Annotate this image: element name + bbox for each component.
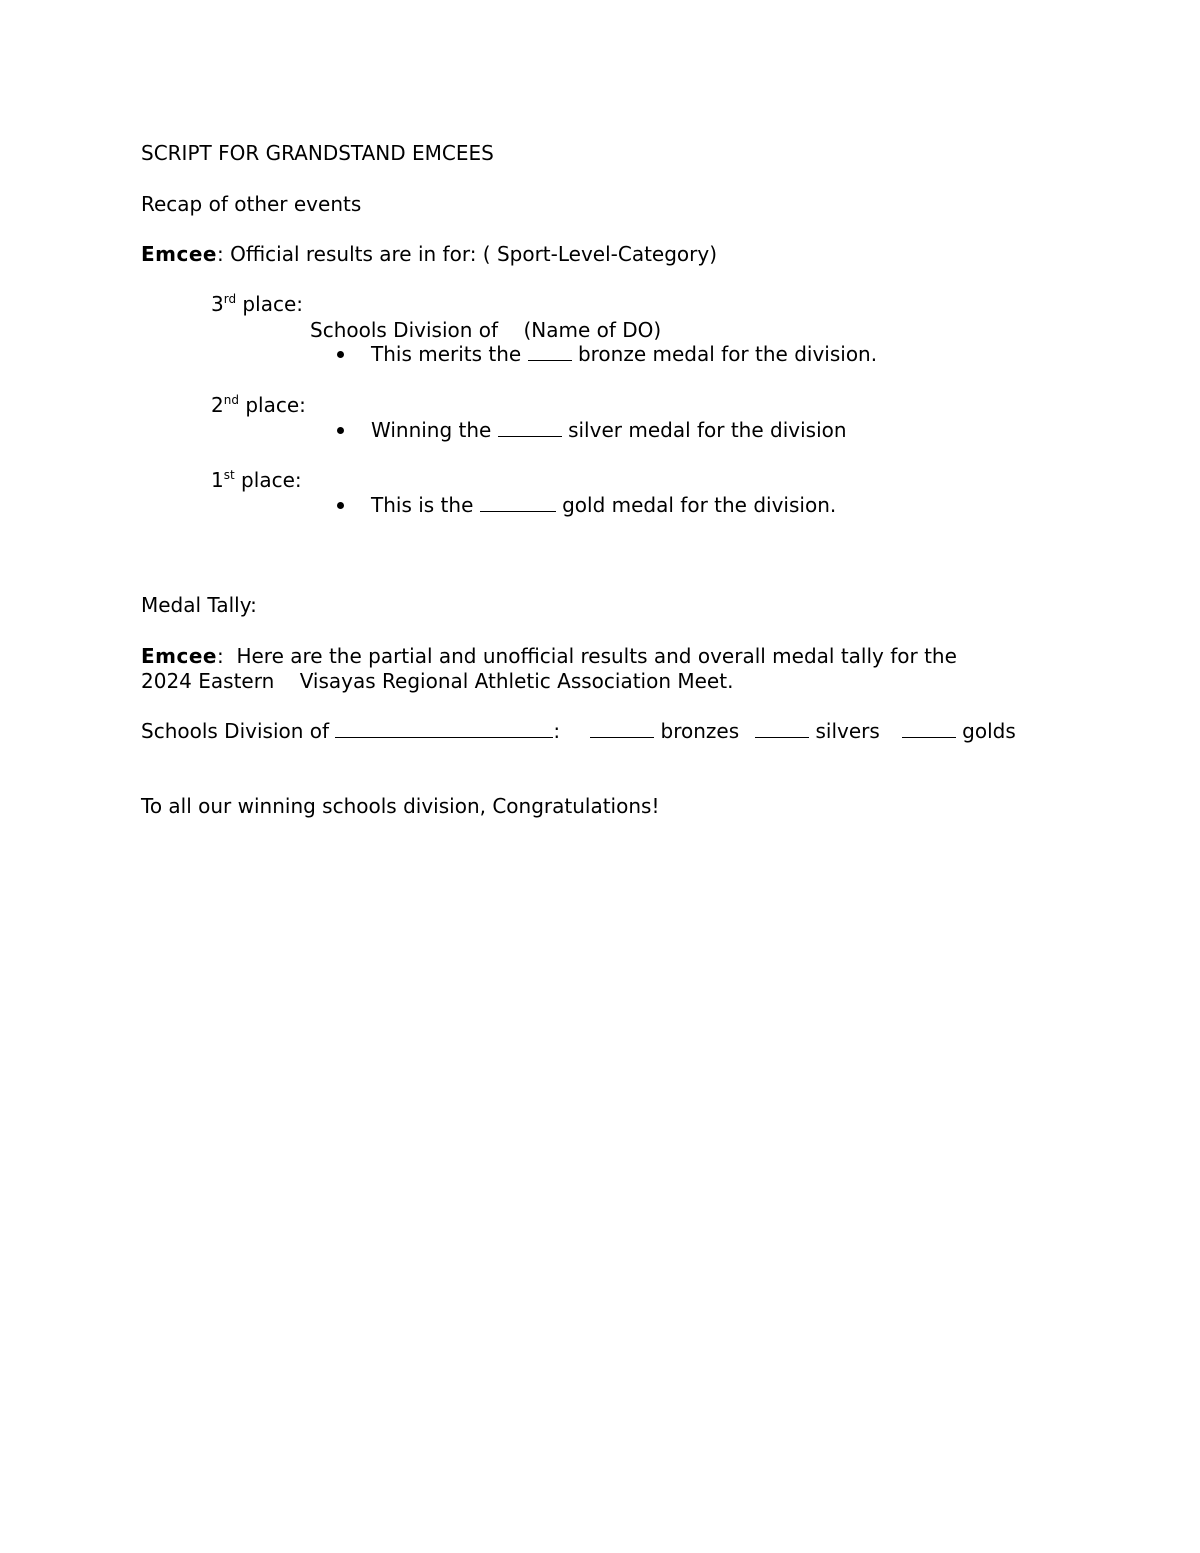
bullet-text-start: This merits the <box>371 342 528 366</box>
emcee-label: Emcee <box>141 242 217 266</box>
gold-bullet-text <box>371 493 836 517</box>
tally-intro-text: : Here are the partial and unofficial results and overall medal tally for the <box>217 644 957 668</box>
place-label: place: <box>236 292 303 316</box>
tally-intro-line-1 <box>141 644 957 668</box>
bullet-icon <box>337 351 344 358</box>
bullet-icon <box>337 502 344 509</box>
bullet-text-start: This is the <box>371 493 480 517</box>
bullet-text-end: gold medal for the division. <box>555 493 837 517</box>
division-blank <box>335 719 553 738</box>
place-number: 1 <box>211 468 224 492</box>
place-suffix: st <box>223 468 235 482</box>
gold-count-blank <box>902 719 956 738</box>
tally-row <box>141 719 1016 743</box>
bullet-text-start: Winning the <box>371 418 498 442</box>
tally-intro-line-2: 2024 Eastern Visayas Regional Athletic Association Meet. <box>141 669 734 693</box>
place-label: place: <box>238 393 306 417</box>
medal-tally-heading: Medal Tally: <box>141 593 257 617</box>
golds-label: golds <box>955 719 1016 743</box>
silver-count-blank <box>755 719 809 738</box>
place-suffix: rd <box>223 292 237 306</box>
blank-line <box>528 342 572 361</box>
blank-line <box>480 493 556 512</box>
second-place-label <box>211 393 306 417</box>
tally-row-prefix: Schools Division of <box>141 719 336 743</box>
official-results-line <box>141 242 717 266</box>
bronze-bullet-text <box>371 342 877 366</box>
silver-bullet-text <box>371 418 847 442</box>
blank-line <box>498 418 562 437</box>
silvers-label: silvers <box>809 719 880 743</box>
bullet-text-end: silver medal for the division <box>561 418 847 442</box>
closing-line: To all our winning schools division, Congratulations! <box>141 794 660 818</box>
bullet-icon <box>337 427 344 434</box>
place-number: 3 <box>211 292 224 316</box>
first-place-label <box>211 468 302 492</box>
bronzes-label: bronzes <box>654 719 740 743</box>
document-title: SCRIPT FOR GRANDSTAND EMCEES <box>141 141 494 165</box>
third-division-line: Schools Division of (Name of DO) <box>310 318 662 342</box>
bullet-text-end: bronze medal for the division. <box>571 342 878 366</box>
recap-heading: Recap of other events <box>141 192 362 216</box>
bronze-count-blank <box>590 719 654 738</box>
third-place-label <box>211 292 303 316</box>
place-label: place: <box>234 468 302 492</box>
emcee-label: Emcee <box>141 644 217 668</box>
place-suffix: nd <box>223 393 239 407</box>
place-number: 2 <box>211 393 224 417</box>
official-results-text: : Official results are in for: ( Sport-Level-Category) <box>217 242 718 266</box>
tally-colon: : <box>553 719 561 743</box>
